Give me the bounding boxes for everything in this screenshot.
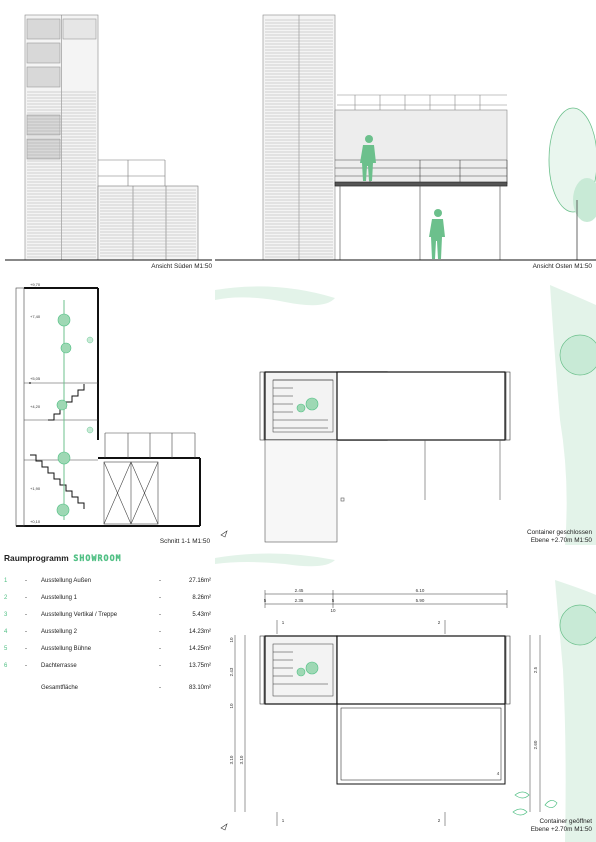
room-dash: - — [25, 646, 27, 652]
room-area: 14.25m² — [188, 646, 211, 652]
room-name: Ausstellung Außen — [41, 578, 92, 584]
room-area: 27.16m² — [188, 578, 211, 584]
section-mark-label: 1 — [281, 818, 285, 823]
room-program-title-text: Raumprogramm — [4, 553, 69, 563]
plan-closed — [215, 280, 596, 545]
room-row — [4, 662, 211, 671]
room-dash: - — [159, 595, 161, 601]
plan-open — [215, 550, 596, 842]
section-mark-label: 1 — [281, 620, 285, 625]
room-dash: - — [159, 629, 161, 635]
level-label: +4,20 — [30, 404, 41, 409]
room-area: 14.23m² — [188, 629, 211, 635]
room-dash: - — [25, 595, 27, 601]
north-arrow-icon — [221, 824, 227, 830]
room-program-title — [4, 553, 122, 563]
room-program-table — [4, 553, 211, 703]
room-dash: - — [159, 578, 161, 584]
room-dash: - — [25, 612, 27, 618]
room-dash: - — [159, 612, 161, 618]
fish-sculpture-icon — [513, 792, 557, 815]
dimension-label: 10 — [330, 608, 336, 613]
dimension-label: 2.5 — [533, 666, 538, 674]
room-name: Ausstellung Vertikal / Treppe — [41, 612, 118, 618]
room-number: 3 — [4, 612, 8, 618]
room-name: Ausstellung 2 — [41, 629, 78, 635]
room-number: 2 — [4, 595, 8, 601]
dimension-label: 5 — [263, 598, 267, 603]
plan-closed-caption-1: Container geschlossen — [526, 529, 592, 536]
level-label: +5,05 — [30, 376, 41, 381]
plan-closed-caption-2: Ebene +2.70m M1:50 — [530, 537, 592, 544]
room-name: Ausstellung Bühne — [41, 646, 92, 652]
north-arrow-icon — [221, 531, 227, 537]
south-elevation-caption: Ansicht Süden M1:50 — [151, 263, 212, 270]
room-program-title-accent: SHOWROOM — [73, 553, 122, 563]
room-row — [4, 577, 211, 586]
dimension-label: 3.10 — [229, 755, 234, 765]
room-row — [4, 645, 211, 654]
dimension-label: 2.45 — [294, 588, 304, 593]
room-area: 8.26m² — [192, 595, 211, 601]
level-label: +7,40 — [30, 314, 41, 319]
dimension-label: 2.60 — [533, 740, 538, 750]
dimension-label: 10 — [229, 703, 234, 709]
room-dash: - — [25, 578, 27, 584]
room-area: 13.75m² — [188, 663, 211, 669]
section-caption: Schnitt 1-1 M1:50 — [159, 538, 210, 545]
dimension-label: 6.10 — [415, 588, 425, 593]
room-dash: - — [159, 646, 161, 652]
room-name: Dachterrasse — [41, 663, 77, 669]
dimension-label: 2.35 — [294, 598, 304, 603]
room-area: 5.43m² — [192, 612, 211, 618]
plan-open-caption-2: Ebene +2.70m M1:50 — [530, 826, 592, 833]
room-row — [4, 594, 211, 603]
level-label: +0,10 — [30, 519, 41, 524]
room-number: 4 — [4, 629, 8, 635]
level-label: +9,70 — [30, 282, 41, 287]
dimension-label: 5.90 — [415, 598, 425, 603]
room-total-row — [4, 684, 211, 693]
room-row — [4, 628, 211, 637]
level-label: +1,90 — [30, 486, 41, 491]
room-number: 5 — [4, 646, 8, 652]
east-elevation-caption: Ansicht Osten M1:50 — [532, 263, 592, 270]
room-dash: - — [25, 663, 27, 669]
room-number-label: 4 — [496, 771, 500, 776]
room-number: 1 — [4, 578, 8, 584]
section-mark-label: 2 — [437, 818, 441, 823]
room-total-area: 83.10m² — [188, 685, 211, 691]
dimension-label: 2.43 — [229, 667, 234, 677]
dimension-label: 5 — [331, 598, 335, 603]
section-mark-label: 2 — [437, 620, 441, 625]
section-drawing — [0, 280, 215, 545]
south-elevation — [0, 0, 215, 265]
east-elevation — [215, 0, 596, 265]
dimension-label: 3.10 — [239, 755, 244, 765]
room-total-label: Gesamtfläche — [41, 685, 79, 691]
room-row — [4, 611, 211, 620]
plan-open-caption-1: Container geöffnet — [539, 818, 592, 825]
room-dash: - — [159, 663, 161, 669]
room-dash: - — [25, 629, 27, 635]
room-dash: - — [159, 685, 161, 691]
dimension-label: 10 — [229, 637, 234, 643]
room-number: 6 — [4, 663, 8, 669]
tree-icon — [549, 108, 596, 260]
room-name: Ausstellung 1 — [41, 595, 78, 601]
